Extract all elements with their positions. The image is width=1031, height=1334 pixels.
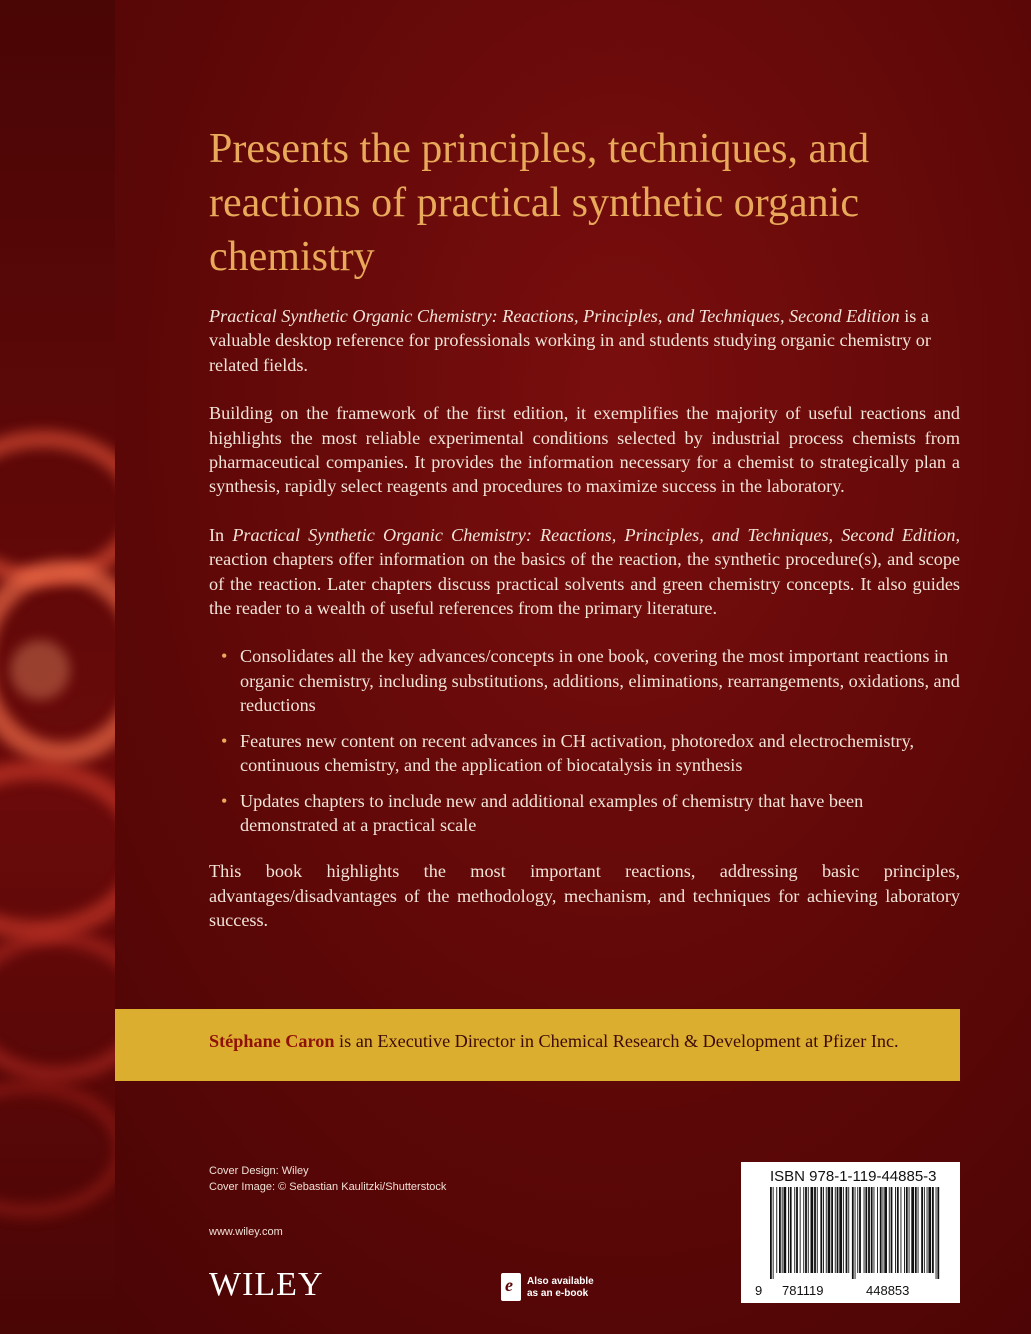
barcode-bar [848, 1187, 849, 1273]
barcode-bar [927, 1187, 928, 1273]
barcode-bar [817, 1187, 818, 1273]
author-bio-text: is an Executive Director in Chemical Research & Development at Pfizer Inc. [334, 1031, 899, 1051]
barcode-bar [779, 1187, 781, 1273]
cover-image-credit: Cover Image: © Sebastian Kaulitzki/Shutterstock [209, 1181, 447, 1193]
barcode-bar [770, 1187, 772, 1279]
barcode-bar [796, 1187, 798, 1273]
author-bio [209, 1031, 969, 1052]
blood-cell-shape [0, 760, 115, 940]
barcode-bar [826, 1187, 827, 1273]
barcode-bar [937, 1187, 939, 1279]
barcode-bar [868, 1187, 870, 1273]
barcode-digit-lead: 9 [755, 1283, 763, 1298]
bullet-icon: • [221, 646, 228, 667]
barcode-bar [928, 1187, 931, 1273]
barcode-bar [835, 1187, 836, 1273]
barcode-bar [889, 1187, 890, 1273]
feature-list [209, 644, 960, 837]
barcode-bar [932, 1187, 934, 1273]
barcode-bar [936, 1187, 937, 1279]
barcode-bar [874, 1187, 875, 1273]
ebook-icon-letter: e [505, 1275, 513, 1295]
ebook-notice [527, 1276, 617, 1300]
barcode-digits-left: 781119 [782, 1283, 824, 1298]
barcode-bar [904, 1187, 905, 1273]
barcode-bar [803, 1187, 804, 1273]
barcode-bar [790, 1187, 792, 1273]
book-title: Practical Synthetic Organic Chemistry: Reactions, Principles, and Techniques, Second Edition [209, 306, 900, 326]
blood-cell-shape [0, 1080, 115, 1218]
description [209, 304, 960, 957]
author-band [115, 1009, 960, 1081]
isbn-label: ISBN 978-1-119-44885-3 [770, 1168, 937, 1185]
tagline: Presents the principles, techniques, and reactions of practical synthetic organic chemistry [209, 126, 870, 280]
summary-paragraph: This book highlights the most important reactions, addressing basic principles, advantages/disadvantages of the methodology, mechanism, and techniques for achieving laboratory success. [209, 861, 960, 931]
barcode-bar [880, 1187, 882, 1273]
barcode-bar [808, 1187, 809, 1273]
ebook-icon [501, 1273, 521, 1301]
barcode-bar [857, 1187, 858, 1273]
barcode-bar [918, 1187, 919, 1273]
barcode-digits-right: 448853 [866, 1283, 910, 1298]
intro-text: is a valuable desktop reference for professionals working in and students studying organic chemistry or related fields. [209, 306, 931, 375]
list-item-text: Consolidates all the key advances/concepts in one book, covering the most important reactions in organic chemistry, including substitutions, additions, eliminations, rearrangements, oxidations, and reductions [240, 646, 960, 716]
barcode-bar [814, 1187, 816, 1273]
barcode-bar [831, 1187, 833, 1273]
bullet-icon: • [221, 790, 228, 811]
barcode-bar [843, 1187, 844, 1273]
barcode-bar [895, 1187, 896, 1273]
intro-paragraph [209, 304, 960, 377]
barcode-bar [921, 1187, 923, 1273]
chapters-text: reaction chapters offer information on the basics of the reaction, the synthetic procedure(s), and scope of the reaction. Later chapters discuss practical solvents and green chemistry concepts. It also guides the reader to a wealth of useful references from the primary literature. [209, 549, 960, 619]
barcode-bar [884, 1187, 887, 1273]
chapters-paragraph [209, 523, 960, 621]
list-item [221, 644, 960, 717]
publisher-logo: WILEY [209, 1266, 324, 1303]
barcode-bar [891, 1187, 893, 1273]
barcode-bar [877, 1187, 878, 1273]
barcode-bar [839, 1187, 842, 1273]
author-name: Stéphane Caron [209, 1031, 335, 1051]
barcode-bar [911, 1187, 914, 1273]
barcode-bar [823, 1187, 824, 1273]
barcode-bar [864, 1187, 865, 1273]
framework-paragraph: Building on the framework of the first edition, it exemplifies the majority of useful reactions and highlights the most reliable experimental conditions selected by industrial process chemists from pharmaceutical companies. It provides the information necessary for a chemist to strategically plan a synthesis, rapidly select reagents and procedures to maximize success in the laboratory. [209, 403, 960, 497]
barcode-bar [794, 1187, 795, 1273]
barcode-bar [855, 1187, 856, 1279]
barcode-bar [915, 1187, 917, 1273]
barcode-bar [897, 1187, 899, 1273]
chapters-lead: In [209, 524, 233, 545]
barcode-bar [846, 1187, 848, 1273]
bullet-icon: • [221, 730, 228, 751]
barcode-bar [852, 1187, 854, 1279]
barcode-bar [800, 1187, 801, 1273]
barcode-bar [859, 1187, 861, 1273]
barcode-bar [773, 1187, 774, 1279]
barcode-bar [820, 1187, 822, 1273]
list-item-text: Updates chapters to include new and additional examples of chemistry that have been demonstrated at a practical scale [240, 790, 864, 835]
cover-image-strip [0, 0, 115, 1334]
barcode-bar [901, 1187, 902, 1273]
barcode-icon [768, 1187, 940, 1279]
barcode-bar [782, 1187, 783, 1273]
barcode-bar [837, 1187, 839, 1273]
barcode-bar [784, 1187, 787, 1273]
barcode-bar [883, 1187, 884, 1273]
barcode-bar [811, 1187, 814, 1273]
list-item [221, 729, 960, 778]
blood-cell-glow [10, 640, 70, 700]
list-item-text: Features new content on recent advances in CH activation, photoredox and electrochemistry, continuous chemistry, and the application of biocatalysis in synthesis [240, 730, 915, 776]
barcode-bar [924, 1187, 925, 1273]
cover-design-credit: Cover Design: Wiley [209, 1165, 309, 1177]
barcode-bar [906, 1187, 908, 1273]
book-title: Practical Synthetic Organic Chemistry: Reactions, Principles, and Techniques, Second Edition, [232, 524, 960, 545]
barcode-bar [776, 1187, 777, 1273]
barcode-bar [805, 1187, 807, 1273]
blood-cell-shape [0, 930, 115, 1082]
barcode-bar [909, 1187, 910, 1273]
ebook-line: Also available [527, 1276, 594, 1287]
website-link[interactable]: www.wiley.com [209, 1226, 283, 1238]
barcode-bar [871, 1187, 873, 1273]
list-item [221, 789, 960, 838]
barcode-bar [788, 1187, 789, 1273]
barcode-bar [865, 1187, 867, 1273]
barcode-bar [828, 1187, 831, 1273]
ebook-line: as an e-book [527, 1288, 589, 1299]
